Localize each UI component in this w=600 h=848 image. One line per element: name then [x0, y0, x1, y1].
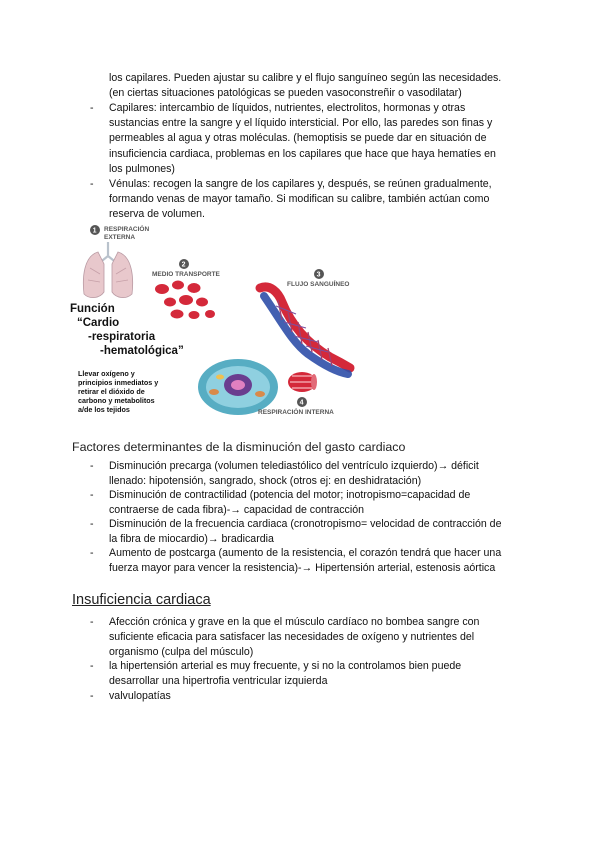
badge-4-number: 4: [299, 399, 304, 407]
text-line: valvulopatías: [109, 690, 171, 702]
text-line: permeables al agua y otras moléculas. (hemoptisis se puede dar en situación de: [109, 132, 487, 145]
text-line: los pulmones): [109, 162, 175, 175]
list-item-postcarga: [109, 546, 529, 576]
cardio-respiratory-figure: [70, 222, 370, 427]
red-blood-cells-icon: [155, 281, 215, 320]
text-line: llenado: hipotensión, sangrado, shock (otros ej: en deshidratación): [109, 475, 422, 488]
text-line: Disminución precarga (volumen telediastólico del ventrículo izquierdo)→ déficit: [109, 460, 479, 472]
list-bullet: -: [90, 518, 94, 530]
label-respiracion-interna: RESPIRACIÓN INTERNA: [258, 409, 334, 416]
factors-heading: Factores determinantes de la disminución del gasto cardiaco: [72, 440, 406, 454]
figure-desc-line-1: Llevar oxígeno y: [78, 369, 135, 378]
text-line: organismo (culpa del músculo): [109, 646, 254, 659]
list-bullet: -: [90, 616, 94, 628]
list-bullet: -: [90, 690, 94, 702]
list-bullet: -: [90, 660, 94, 672]
text-line: reserva de volumen.: [109, 208, 205, 221]
figure-desc-line-5: a/de los tejidos: [78, 405, 130, 414]
text-line: desarrollar una hipertrofia ventricular izquierda: [109, 675, 328, 688]
continuation-text: [109, 71, 529, 101]
text-line: la fibra de miocardio)→ bradicardia: [109, 533, 274, 546]
list-bullet: -: [90, 547, 94, 559]
label-flujo-sanguineo: FLUJO SANGUÍNEO: [287, 281, 350, 288]
text-line: contraerse de cada fibra)-→ capacidad de contracción: [109, 504, 364, 517]
label-respiracion-externa-2: EXTERNA: [104, 234, 136, 241]
list-item-hipertension: [109, 659, 529, 689]
text-line: insuficiencia cardiaca, problemas en los capilares que hace que haya hematíes en: [109, 147, 496, 160]
tissue-cell-icon: [198, 359, 278, 415]
insuficiencia-heading: Insuficiencia cardiaca: [72, 592, 211, 608]
figure-desc-line-4: carbono y metabolitos: [78, 396, 155, 405]
list-item-contractilidad: [109, 488, 529, 518]
text-line: la hipertensión arterial es muy frecuente, y si no la controlamos bien puede: [109, 660, 462, 672]
text-line: Afección crónica y grave en la que el músculo cardíaco no bombea sangre con: [109, 616, 480, 628]
text-line: (en ciertas situaciones patológicas se pueden vasoconstreñir o vasodilatar): [109, 87, 462, 100]
list-item-valvulopatias: [109, 689, 529, 704]
label-medio-transporte: MEDIO TRANSPORTE: [152, 271, 220, 278]
text-line: formando venas de mayor tamaño. Si modifican su calibre, también actúan como: [109, 193, 490, 206]
figure-title-line-3: -respiratoria: [88, 331, 156, 343]
muscle-fiber-icon: [288, 372, 317, 392]
capillary-bed-icon: [260, 287, 350, 374]
text-line: Capilares: intercambio de líquidos, nutrientes, electrolitos, hormonas y otras: [109, 102, 466, 114]
list-item-afeccion: [109, 615, 529, 661]
figure-title-line-2: “Cardio: [77, 317, 120, 329]
list-bullet: -: [90, 178, 94, 190]
text-line: sustancias entre la sangre y el líquido intersticial. Por ello, las paredes son finas y: [109, 117, 493, 130]
list-bullet: -: [90, 489, 94, 501]
list-bullet: -: [90, 460, 94, 472]
badge-2-number: 2: [181, 261, 186, 269]
text-line: suficiente eficacia para satisfacer las necesidades de oxígeno y nutrientes del: [109, 631, 475, 644]
list-item-frecuencia: [109, 517, 529, 547]
label-respiracion-externa-1: RESPIRACIÓN: [104, 226, 150, 233]
text-line: Disminución de contractilidad (potencia del motor; inotropismo=capacidad de: [109, 489, 471, 501]
text-line: Disminución de la frecuencia cardiaca (cronotropismo= velocidad de contracción de: [109, 518, 502, 530]
text-line: Vénulas: recogen la sangre de los capilares y, después, se reúnen gradualmente,: [109, 178, 492, 190]
badge-1-number: 1: [92, 227, 97, 235]
figure-desc-line-3: retirar el dióxido de: [78, 387, 145, 396]
text-line: los capilares. Pueden ajustar su calibre y el flujo sanguíneo según las necesidades.: [109, 72, 502, 84]
list-item-precarga: [109, 459, 529, 489]
list-item-capilares: [109, 101, 529, 177]
text-line: Aumento de postcarga (aumento de la resistencia, el corazón tendrá que hacer una: [109, 547, 502, 559]
list-item-venulas: [109, 177, 529, 223]
figure-title-line-1: Función: [70, 303, 115, 315]
figure-title-line-4: -hematológica”: [100, 345, 184, 357]
badge-3-number: 3: [316, 271, 321, 279]
figure-desc-line-2: principios inmediatos y: [78, 378, 159, 387]
list-bullet: -: [90, 102, 94, 114]
lungs-icon: [83, 242, 132, 298]
text-line: fuerza mayor para vencer la resistencia)-→ Hipertensión arterial, estenosis aórtica: [109, 562, 496, 575]
